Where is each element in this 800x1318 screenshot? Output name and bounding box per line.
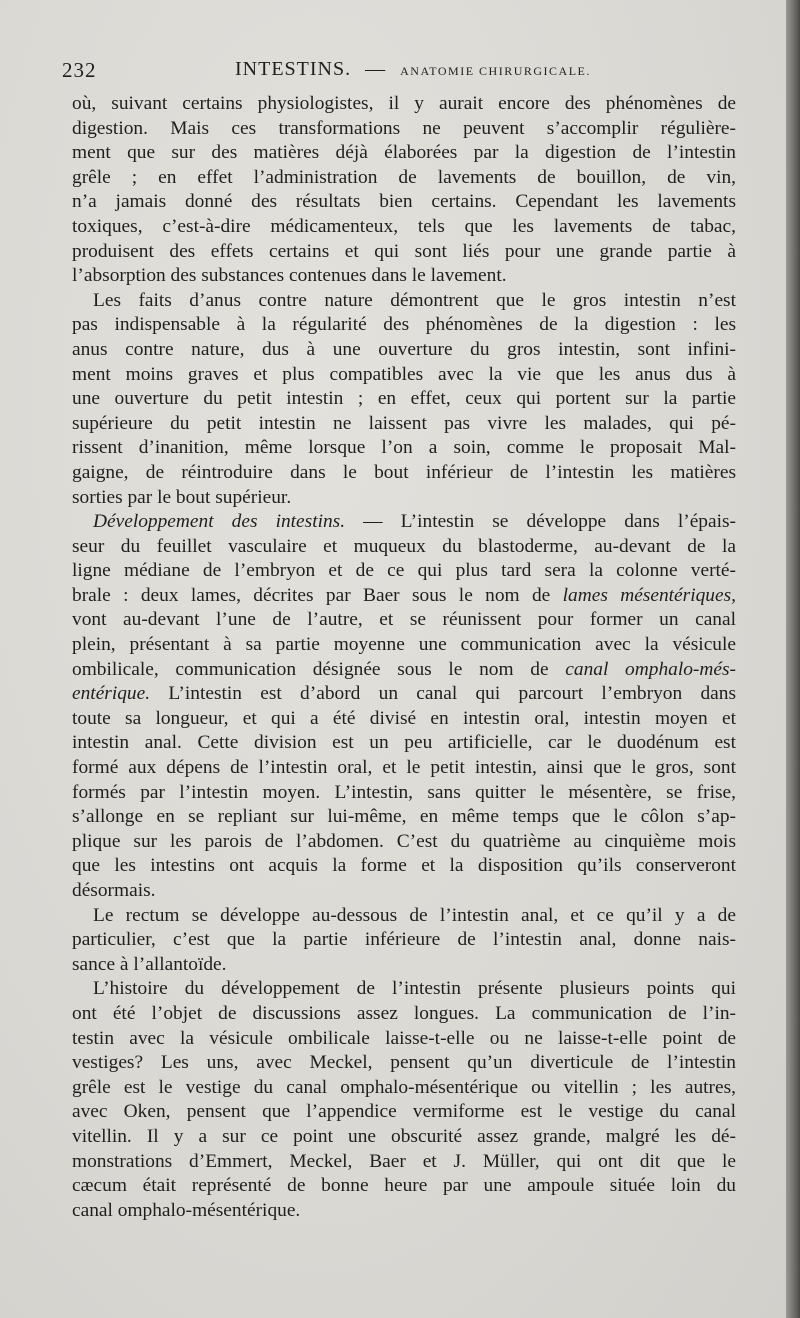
title-separator: — <box>365 58 387 80</box>
page-edge <box>786 0 800 1318</box>
text-line <box>72 215 736 240</box>
line-text: vestiges? Les uns, avec Meckel, pensent qu’un diverticule de l’intestin <box>72 1052 736 1074</box>
text-line <box>72 707 736 732</box>
line-text: particulier, c’est que la partie inférieure de l’intestin anal, donne nais- <box>72 929 736 951</box>
page-number: 232 <box>62 58 97 82</box>
text-line <box>72 1125 736 1150</box>
line-text: brale : deux lames, décrites par Baer sous le nom de <box>72 584 563 606</box>
text-line <box>72 338 736 363</box>
text-line <box>72 486 736 511</box>
line-text: seur du feuillet vasculaire et muqueux du blastoderme, au-devant de la <box>72 535 736 557</box>
text-line <box>72 731 736 756</box>
line-text: que les intestins ont acquis la forme et la disposition qu’ils conserveront <box>72 855 736 877</box>
text-line <box>72 1199 736 1224</box>
section-subtitle: ANATOMIE CHIRURGICALE. <box>400 64 591 78</box>
text-line <box>72 166 736 191</box>
text-line <box>72 658 736 683</box>
line-text: sance à l’allantoïde. <box>72 953 227 975</box>
line-text: ment que sur des matières déjà élaborées par la digestion de l’intestin <box>72 142 736 164</box>
text-line <box>72 92 736 117</box>
line-text: rissent d’inanition, même lorsque l’on a soin, comme le proposait Mal- <box>72 437 736 459</box>
text-line <box>72 1002 736 1027</box>
line-text: L’intestin est d’abord un canal qui parcourt l’embryon dans <box>150 683 736 705</box>
line-text: anus contre nature, dus à une ouverture du gros intestin, sont infini- <box>72 338 736 360</box>
text-line <box>72 240 736 265</box>
line-text: formé aux dépens de l’intestin oral, et le petit intestin, ainsi que le gros, sont <box>72 757 736 779</box>
line-text: supérieure du petit intestin ne laissent pas vivre les malades, qui pé- <box>72 412 736 434</box>
text-line <box>72 510 736 535</box>
italic-heading: entérique. <box>72 683 151 705</box>
text-line <box>72 559 736 584</box>
text-line <box>72 264 736 289</box>
line-text: — L’intestin se développe dans l’épais- <box>345 511 736 533</box>
line-text: n’a jamais donné des résultats bien certains. Cependant les lavements <box>72 191 736 213</box>
chapter-title: INTESTINS. <box>235 58 352 80</box>
text-line <box>72 461 736 486</box>
line-text: une ouverture du petit intestin ; en effet, ceux qui portent sur la partie <box>72 388 736 410</box>
text-line <box>72 190 736 215</box>
italic-term: canal omphalo-més- <box>565 658 736 680</box>
line-text: ont été l’objet de discussions assez longues. La communication de l’in- <box>72 1002 736 1024</box>
line-text: ment moins graves et plus compatibles avec la vie que les anus dus à <box>72 363 736 385</box>
text-line <box>72 682 736 707</box>
line-text: grêle est le vestige du canal omphalo-mésentérique ou vitellin ; les autres, <box>72 1076 736 1098</box>
line-text: digestion. Mais ces transformations ne peuvent s’accomplir régulière- <box>72 117 736 139</box>
text-line <box>72 854 736 879</box>
text-line <box>72 633 736 658</box>
text-line <box>72 977 736 1002</box>
text-line <box>72 1027 736 1052</box>
line-text: désormais. <box>72 880 156 901</box>
text-line <box>72 928 736 953</box>
text-line <box>72 953 736 978</box>
line-text: vont au-devant l’une de l’autre, et se réunissent pour former un canal <box>72 609 736 631</box>
text-line <box>72 756 736 781</box>
line-text: toute sa longueur, et qui a été divisé en intestin oral, intestin moyen et <box>72 707 736 729</box>
italic-term: lames mésentériques, <box>562 584 736 606</box>
text-line <box>72 363 736 388</box>
line-text: s’allonge en se repliant sur lui-même, en même temps que le côlon s’ap- <box>72 806 736 828</box>
line-text: sorties par le bout supérieur. <box>72 486 292 508</box>
line-text: ombilicale, communication désignée sous le nom de <box>72 658 566 680</box>
line-text: monstrations d’Emmert, Meckel, Baer et J. Müller, qui ont dit que le <box>72 1150 736 1172</box>
italic-heading: Développement des intestins. <box>93 511 346 533</box>
line-text: produisent des effets certains et qui sont liés pour une grande partie à <box>72 240 736 262</box>
line-text: ligne médiane de l’embryon et de ce qui plus tard sera la colonne verté- <box>72 560 736 582</box>
text-line <box>72 387 736 412</box>
line-text: pas indispensable à la régularité des phénomènes de la digestion : les <box>72 314 736 336</box>
line-text: L’histoire du développement de l’intestin présente plusieurs points qui <box>93 978 736 1000</box>
line-text: intestin anal. Cette division est un peu artificielle, car le duodénum est <box>72 732 736 754</box>
text-line <box>72 1150 736 1175</box>
line-text: cæcum était représenté de bonne heure par une ampoule située loin du <box>72 1175 736 1197</box>
line-text: formés par l’intestin moyen. L’intestin, sans quitter le mésentère, se frise, <box>72 781 736 803</box>
text-line <box>72 805 736 830</box>
line-text: grêle ; en effet l’administration de lavements de bouillon, de vin, <box>72 166 736 188</box>
line-text: plique sur les parois de l’abdomen. C’est du quatrième au cinquième mois <box>72 830 736 852</box>
text-line <box>72 117 736 142</box>
line-text: avec Oken, pensent que l’appendice vermiforme est le vestige du canal <box>72 1101 736 1123</box>
line-text: toxiques, c’est-à-dire médicamenteux, tels que les lavements de tabac, <box>72 215 736 237</box>
text-line <box>72 608 736 633</box>
text-line <box>72 1051 736 1076</box>
line-text: l’absorption des substances contenues dans le lavement. <box>72 265 507 287</box>
text-line <box>72 412 736 437</box>
line-text: vitellin. Il y a sur ce point une obscurité assez grande, malgré les dé- <box>72 1125 736 1147</box>
running-head <box>60 58 740 88</box>
text-line <box>72 436 736 461</box>
text-line <box>72 781 736 806</box>
text-line <box>72 141 736 166</box>
running-title <box>235 58 591 81</box>
body-text <box>72 92 736 1223</box>
text-line <box>72 313 736 338</box>
line-text: testin avec la vésicule ombilicale laisse-t-elle ou ne laisse-t-elle point de <box>72 1027 736 1049</box>
text-line <box>72 1076 736 1101</box>
text-line <box>72 584 736 609</box>
text-line <box>72 535 736 560</box>
line-text: Les faits d’anus contre nature démontrent que le gros intestin n’est <box>93 289 736 311</box>
text-line <box>72 904 736 929</box>
text-line <box>72 289 736 314</box>
line-text: plein, présentant à sa partie moyenne une communication avec la vésicule <box>72 634 736 656</box>
line-text: gaigne, de réintroduire dans le bout inférieur de l’intestin les matières <box>72 461 736 483</box>
line-text: où, suivant certains physiologistes, il y aurait encore des phénomènes de <box>72 93 736 114</box>
line-text: canal omphalo-mésentérique. <box>72 1199 301 1221</box>
text-line <box>72 879 736 904</box>
line-text: Le rectum se développe au-dessous de l’intestin anal, et ce qu’il y a de <box>93 904 736 926</box>
text-line <box>72 1100 736 1125</box>
text-line <box>72 1174 736 1199</box>
text-line <box>72 830 736 855</box>
